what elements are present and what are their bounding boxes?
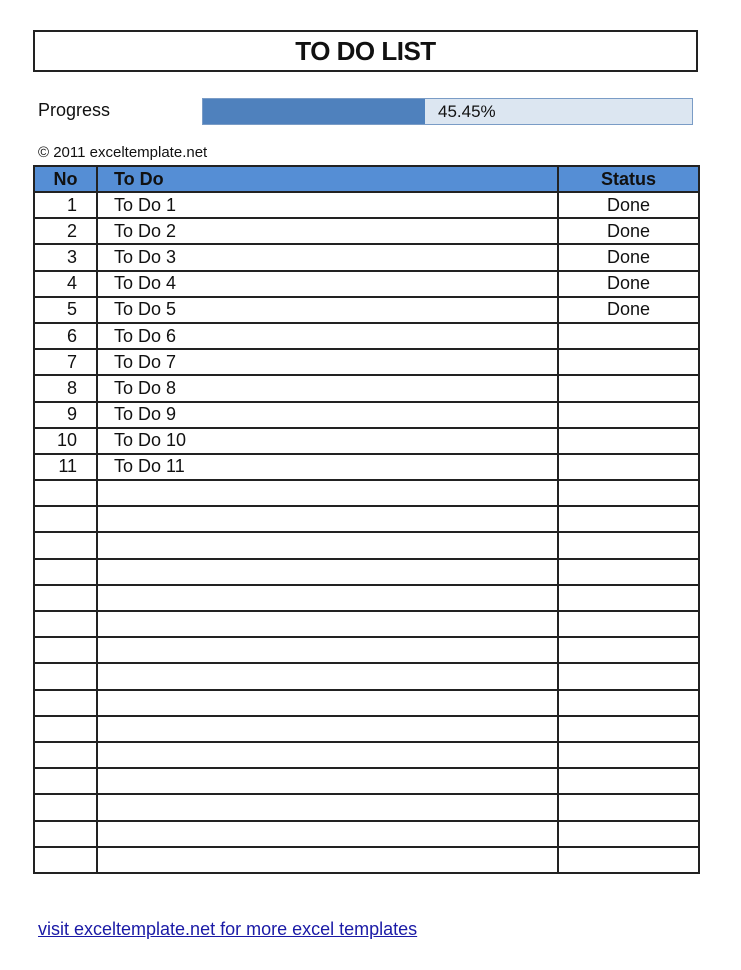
table-row <box>34 794 699 820</box>
cell-todo[interactable] <box>97 506 558 532</box>
cell-status[interactable] <box>558 428 699 454</box>
table-row <box>34 716 699 742</box>
copyright-text: © 2011 exceltemplate.net <box>38 144 208 161</box>
cell-status[interactable] <box>558 716 699 742</box>
progress-bar <box>202 98 693 125</box>
cell-todo[interactable] <box>97 821 558 847</box>
progress-fill <box>203 99 425 124</box>
table-row <box>34 742 699 768</box>
cell-no[interactable]: 3 <box>34 244 97 270</box>
column-header-no: No <box>34 166 97 192</box>
cell-no[interactable] <box>34 637 97 663</box>
cell-todo[interactable]: To Do 11 <box>97 454 558 480</box>
cell-status[interactable] <box>558 480 699 506</box>
column-header-todo: To Do <box>97 166 558 192</box>
table-row <box>34 192 699 218</box>
cell-no[interactable] <box>34 611 97 637</box>
cell-status[interactable]: Done <box>558 192 699 218</box>
cell-no[interactable]: 4 <box>34 271 97 297</box>
cell-no[interactable]: 2 <box>34 218 97 244</box>
cell-no[interactable] <box>34 690 97 716</box>
table-row <box>34 454 699 480</box>
cell-no[interactable]: 6 <box>34 323 97 349</box>
cell-status[interactable] <box>558 742 699 768</box>
cell-status[interactable] <box>558 559 699 585</box>
cell-no[interactable] <box>34 480 97 506</box>
cell-no[interactable]: 7 <box>34 349 97 375</box>
cell-no[interactable] <box>34 559 97 585</box>
cell-status[interactable]: Done <box>558 297 699 323</box>
cell-status[interactable] <box>558 637 699 663</box>
cell-status[interactable] <box>558 663 699 689</box>
table-row <box>34 821 699 847</box>
cell-no[interactable] <box>34 768 97 794</box>
cell-status[interactable] <box>558 532 699 558</box>
cell-status[interactable] <box>558 454 699 480</box>
cell-no[interactable] <box>34 716 97 742</box>
cell-no[interactable] <box>34 847 97 873</box>
cell-status[interactable]: Done <box>558 244 699 270</box>
cell-todo[interactable]: To Do 6 <box>97 323 558 349</box>
table-row <box>34 402 699 428</box>
cell-no[interactable]: 1 <box>34 192 97 218</box>
page-title: TO DO LIST <box>295 35 436 66</box>
cell-no[interactable]: 10 <box>34 428 97 454</box>
cell-status[interactable]: Done <box>558 271 699 297</box>
table-row <box>34 559 699 585</box>
cell-status[interactable] <box>558 375 699 401</box>
table-row <box>34 218 699 244</box>
cell-todo[interactable] <box>97 794 558 820</box>
cell-todo[interactable]: To Do 2 <box>97 218 558 244</box>
cell-status[interactable] <box>558 821 699 847</box>
footer-link[interactable]: visit exceltemplate.net for more excel templates <box>38 919 418 939</box>
table-header-row <box>34 166 699 192</box>
table-row <box>34 428 699 454</box>
cell-no[interactable] <box>34 742 97 768</box>
cell-todo[interactable] <box>97 768 558 794</box>
cell-todo[interactable]: To Do 1 <box>97 192 558 218</box>
table-row <box>34 349 699 375</box>
table-row <box>34 480 699 506</box>
cell-todo[interactable]: To Do 5 <box>97 297 558 323</box>
table-row <box>34 297 699 323</box>
cell-todo[interactable] <box>97 585 558 611</box>
table-row <box>34 375 699 401</box>
cell-status[interactable] <box>558 585 699 611</box>
title-box <box>33 30 698 72</box>
cell-status[interactable] <box>558 847 699 873</box>
cell-status[interactable] <box>558 349 699 375</box>
cell-todo[interactable]: To Do 3 <box>97 244 558 270</box>
progress-label: Progress <box>38 100 111 120</box>
cell-no[interactable]: 8 <box>34 375 97 401</box>
table-row <box>34 506 699 532</box>
cell-todo[interactable] <box>97 611 558 637</box>
cell-status[interactable] <box>558 794 699 820</box>
table-row <box>34 663 699 689</box>
cell-status[interactable] <box>558 402 699 428</box>
cell-no[interactable] <box>34 821 97 847</box>
todo-table <box>33 165 700 874</box>
cell-status[interactable]: Done <box>558 218 699 244</box>
table-row <box>34 244 699 270</box>
table-row <box>34 585 699 611</box>
table-row <box>34 847 699 873</box>
cell-todo[interactable]: To Do 8 <box>97 375 558 401</box>
cell-todo[interactable] <box>97 559 558 585</box>
cell-no[interactable] <box>34 585 97 611</box>
cell-todo[interactable]: To Do 9 <box>97 402 558 428</box>
cell-todo[interactable] <box>97 663 558 689</box>
cell-todo[interactable]: To Do 10 <box>97 428 558 454</box>
cell-no[interactable]: 5 <box>34 297 97 323</box>
cell-status[interactable] <box>558 768 699 794</box>
cell-status[interactable] <box>558 690 699 716</box>
table-row <box>34 768 699 794</box>
table-row <box>34 323 699 349</box>
progress-percent: 45.45% <box>438 102 496 121</box>
cell-todo[interactable] <box>97 637 558 663</box>
table-row <box>34 637 699 663</box>
cell-todo[interactable] <box>97 480 558 506</box>
table-row <box>34 271 699 297</box>
cell-no[interactable] <box>34 663 97 689</box>
cell-no[interactable] <box>34 506 97 532</box>
cell-no[interactable]: 9 <box>34 402 97 428</box>
cell-status[interactable] <box>558 323 699 349</box>
cell-todo[interactable] <box>97 532 558 558</box>
cell-todo[interactable]: To Do 7 <box>97 349 558 375</box>
cell-no[interactable] <box>34 532 97 558</box>
cell-todo[interactable] <box>97 742 558 768</box>
table-row <box>34 532 699 558</box>
cell-status[interactable] <box>558 611 699 637</box>
cell-todo[interactable]: To Do 4 <box>97 271 558 297</box>
table-row <box>34 690 699 716</box>
cell-no[interactable] <box>34 794 97 820</box>
cell-todo[interactable] <box>97 690 558 716</box>
cell-todo[interactable] <box>97 716 558 742</box>
column-header-status: Status <box>558 166 699 192</box>
cell-status[interactable] <box>558 506 699 532</box>
cell-todo[interactable] <box>97 847 558 873</box>
table-row <box>34 611 699 637</box>
cell-no[interactable]: 11 <box>34 454 97 480</box>
